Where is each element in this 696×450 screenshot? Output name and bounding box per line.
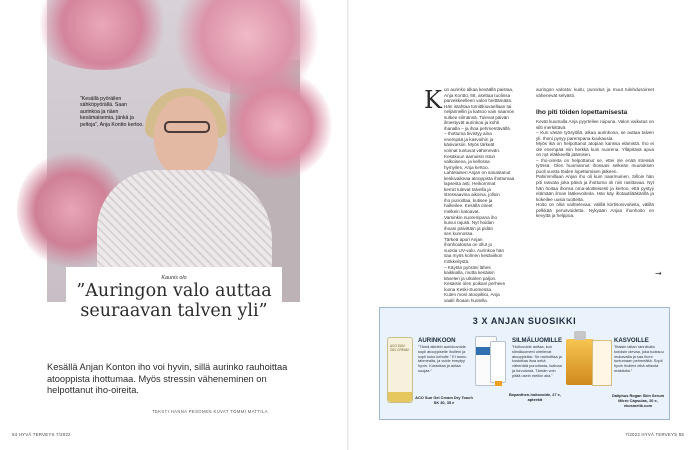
product-name: KASVOILLE <box>614 337 649 344</box>
tube-tip <box>495 381 502 386</box>
body-column-2-intro: auringon valosta: kuitu, punoitus ja muut tulehdusoireet vähenevät selvästi. <box>536 87 654 98</box>
body-column-2: Kevät kuumalla Anja pyyrteliee ruipuna. Valon vaikutus on silti merkittävä. – Kun väsän työsyöllä, alkaa aurinkona, se auttaa talven yli. Ihoni pysyy parempana kuukausia. Myös ikä on helpottanut atopian kanssa elämistä. Iho ei ole enempää niin herkkä kuin nuorena. Ylläpitävä apua on nyt eläkkeellä jäämisen. – Iho-oireita on helpottanut se, ettei ole enää stressiä työssä. Olen huomannut ihossani selkeän muutoksen puoli vuotta töiden lopettamisen jälkeen. Pahimmillaan Anjan iho oli kuin naarmuinen. Silloin hän piti rasvata joka päivä ja ihottuma oli niin rasittavaa. Nyt hän hoitaa ihonsa oma-aloitteisesti ja kertoo, että pystyy elämään ilman lääkevoiteita. Hän käy ihotautilääkärillä ja kokeilee uusia tuotteita. Hoito on ollut vaihtelevaa: välillä kortisonivoiteita, välillä pelkkää perusvoidetta. Nykyään Anjan ihonhoito on kevyttä ja helppoa. <box>536 119 654 219</box>
article-headline: ”Auringon valo auttaa seuraavan talven yli” <box>76 281 272 321</box>
article-credits: TEKSTI HANNA PESONEN KUVAT TOMMI MATTILA <box>152 409 268 414</box>
blossom-cluster <box>222 70 332 180</box>
tube-cap <box>388 392 412 402</box>
serum-box-image <box>592 340 612 386</box>
photo-caption: ”Kesällä pyöräilen sähköpyörällä. Saan aurinkoa ja näen kesämaisemia, jänkä ja peltoja”, Anja Kontto kertoo. <box>80 96 144 128</box>
product-description: ”Tämä aitelein aurinkovoide sopii atooppiselle iholleni ja sopii koko keholle.” Ei tunnu tahmealta, ja voide imeytyy hyvin. Kostuttaa ja antaa suojaa.” <box>418 344 467 373</box>
section-subhead: Iho piti töiden lopettamisesta <box>536 109 628 116</box>
product-description: ”Hoitovoide auttaa, kun silmäluomeni oireilevat atooppisiksi. Se rauhoittaa ja kostuttaa ihoa sekä vähentää punoitusta, kutinaa ja turvotusta. Tämän voin pitää usein meikin alla.” <box>512 344 562 378</box>
folio-right: 7/2022 HYVÄ TERVEYS 55 <box>625 432 684 437</box>
serum-bottle-image <box>566 339 594 385</box>
tube-label: ACO SUN GEL CREAM <box>390 344 409 352</box>
product-box-title: 3 X ANJAN SUOSIKKI <box>472 316 577 326</box>
folio-left: 54 HYVÄ TERVEYS 7/2022 <box>12 432 71 437</box>
title-block <box>66 267 282 365</box>
drop-cap: K <box>424 86 442 114</box>
product-description: ”Iltaisin laitan rannikolta kotoisin olevaa, joka tuoksuu mukavalta ja saa ihoni tuntumaan pehmeältä. Sopii hyvin iholleni eikä aiheuta reaktioita.” <box>614 344 664 373</box>
product-name: AURINKOON <box>418 337 456 344</box>
product-price: ACO Sun Gel Cream Dry Touch SK 30, 35 e <box>415 395 473 405</box>
portrait-photo <box>47 0 300 302</box>
page-gutter <box>347 0 349 450</box>
continue-arrow-icon: → <box>655 269 662 278</box>
article-lead: Kesällä Anjan Konton iho voi hyvin, sillä aurinko rauhoittaa atooppista ihottumaa. Myös stressin väheneminen on helpottanut iho-oireita. <box>47 362 288 396</box>
product-name: SILMÄLUOMILLE <box>512 337 563 344</box>
product-price: Daliphus Rogan Skin Serum Micro Cápsulas, 20 e, ekosmetik.com <box>611 393 665 408</box>
product-price: Bepanthen-hoitovoide, 27 e, apteekit <box>509 392 561 402</box>
eyelid-cream-small-tube-image <box>490 341 506 383</box>
person-face <box>154 96 218 176</box>
glasses <box>164 121 210 133</box>
section-kicker: Kaunis olo <box>161 275 187 281</box>
body-column-1: un aurinko alkaa keväällä paistaa, Anja Kontto, 68, asettaa tuolinsa parvekkeelleen valon heittämään. Hän istahtaa tomittkiuvaellaan tai neljännellin ja katsoo vain naamon sulkee silmänsä. Tulevat päivän ilmestyvät aurinkoa ja kohti ihanalla – ja ihoa pehmentävällä. – Ihottuma tiivistyy aina enempää ja kasvoihin ja käsivarsiin. Myös tärkeät voimat tuntuvat vähenevän. Kesäkuun aamuisin istun valkoisena, ja kellossa hymyilen, Anja kertoo. Lahtelaisen Anjan on sanastanut keskivaikeaa atooppista ihottumaa lapsesta asti. Heikommat kerrat tulevat talvella ja stressaavina aikoina, jolloin iho punoittaa, kutisee ja halkeilee. Kesällä oireet melkein katoavat. Varsinkin nuorempana iho kuivui rajusti. Nyt hoidan ihoani päivittäin ja pidän sen kunnossa. Tärkeä apuri Anjan ihonhoidossa on ollut jo vuosia UV-valo. Aurinkoa hän saa myös kolmen kesäviikon mökkeilystä. – Käytän pyöräni lähes kaikkialla, mutta kesäisin kävelen ja ulkoilen paljon. Kesäisin olen poikani perheen luona Keski-Suomessa. Kuten moni atoopikko, Anja vaalii ihoaan huolella. <box>444 87 515 303</box>
sun-cream-tube-image <box>387 337 413 403</box>
bottle-cap <box>574 331 586 340</box>
